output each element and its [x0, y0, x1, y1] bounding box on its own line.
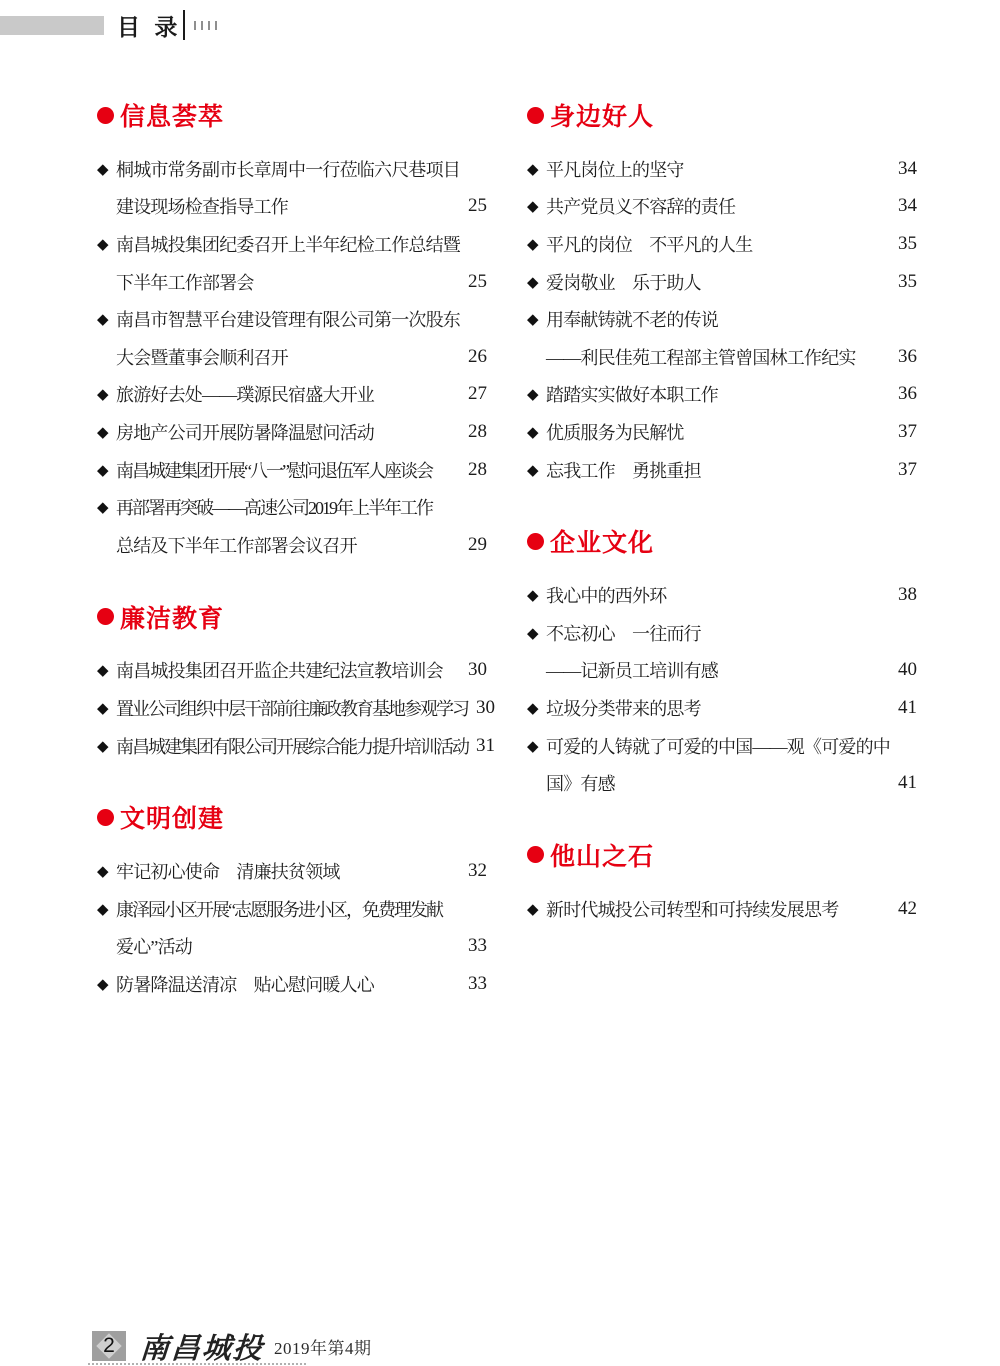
- entry-page-number: 34: [898, 195, 917, 217]
- toc-entry-line: [97, 150, 487, 188]
- toc-entry-line: [527, 890, 917, 928]
- tick-icon: [215, 21, 217, 30]
- toc-entry-line: [97, 852, 487, 890]
- footer-dotted-rule: [88, 1363, 306, 1365]
- entry-title: 总结及下半年工作部署会议召开: [116, 535, 357, 556]
- entry-title: 房地产公司开展防暑降温慰问活动: [116, 422, 374, 443]
- footer-page-number: 2: [103, 1334, 115, 1357]
- entry-text: [527, 306, 718, 332]
- entry-text: [527, 457, 701, 483]
- toc-entry-line: [527, 376, 917, 414]
- toc-column-right: [527, 100, 917, 1003]
- toc-entry-line: [97, 890, 487, 928]
- toc-entry-line: [527, 614, 917, 652]
- toc-entry-line: [97, 727, 495, 765]
- toc-entry-line: [97, 338, 487, 376]
- entry-title: 康泽园小区开展“志愿服务进小区，免费理发献: [116, 899, 442, 920]
- toc-entry-line: [97, 376, 487, 414]
- section-bullet-icon: [527, 846, 544, 863]
- entry-text: [97, 532, 357, 558]
- section-bullet-icon: [97, 107, 114, 124]
- tick-icon: [201, 21, 203, 30]
- header-gray-bar: [0, 16, 104, 35]
- toc-columns: [97, 100, 917, 1003]
- diamond-bullet-icon: ◆: [527, 422, 539, 441]
- entry-title: 踏踏实实做好本职工作: [546, 385, 718, 406]
- entry-title: 防暑降温送清凉 贴心慰问暖人心: [116, 974, 374, 995]
- entry-text: [527, 344, 856, 370]
- entry-title: 下半年工作部署会: [116, 272, 254, 293]
- diamond-bullet-icon: ◆: [97, 498, 109, 517]
- toc-entries: [527, 890, 917, 928]
- toc-entry-line: [527, 225, 917, 263]
- entry-text: [97, 971, 374, 997]
- tick-icon: [194, 21, 196, 30]
- entry-page-number: 40: [898, 659, 917, 681]
- entry-page-number: 30: [468, 659, 487, 681]
- entry-title: ——记新员工培训有感: [546, 661, 718, 682]
- section-heading: [97, 602, 487, 632]
- diamond-bullet-icon: ◆: [97, 736, 109, 755]
- toc-entries: [527, 576, 917, 802]
- toc-entry-line: [527, 150, 917, 188]
- entry-text: [97, 381, 374, 407]
- entry-page-number: 38: [898, 584, 917, 606]
- diamond-bullet-icon: ◆: [97, 661, 109, 680]
- entry-page-number: 27: [468, 383, 487, 405]
- diamond-bullet-icon: ◆: [527, 385, 539, 404]
- toc-entry-line: [97, 413, 487, 451]
- entry-title: 优质服务为民解忧: [546, 422, 684, 443]
- entry-text: [527, 381, 718, 407]
- toc-entries: [97, 652, 495, 765]
- diamond-bullet-icon: ◆: [527, 159, 539, 178]
- entry-title: 大会暨董事会顺利召开: [116, 347, 288, 368]
- entry-page-number: 36: [898, 345, 917, 367]
- entry-text: [527, 269, 701, 295]
- diamond-bullet-icon: ◆: [97, 698, 109, 717]
- diamond-bullet-icon: ◆: [97, 862, 109, 881]
- entry-text: [97, 733, 468, 759]
- header-divider-line: [183, 10, 185, 40]
- entry-title: 共产党员义不容辞的责任: [546, 197, 736, 218]
- entry-text: [527, 620, 701, 646]
- entry-text: [527, 193, 735, 219]
- entry-title: 牢记初心使命 清廉扶贫领域: [116, 862, 340, 883]
- diamond-bullet-icon: ◆: [97, 310, 109, 329]
- entry-page-number: 29: [468, 533, 487, 555]
- entry-title: 用奉献铸就不老的传说: [546, 310, 718, 331]
- entry-page-number: 28: [468, 458, 487, 480]
- page-footer: [92, 1331, 372, 1365]
- entry-title: 国》有感: [546, 774, 615, 795]
- toc-section: [527, 100, 917, 488]
- entry-text: [97, 933, 192, 959]
- diamond-bullet-icon: ◆: [527, 586, 539, 605]
- toc-section: [97, 602, 495, 765]
- section-heading: [527, 840, 917, 870]
- entry-page-number: 35: [898, 270, 917, 292]
- entry-text: [527, 657, 718, 683]
- entry-page-number: 37: [898, 420, 917, 442]
- entry-title: 建设现场检查指导工作: [116, 197, 288, 218]
- entry-text: [97, 695, 468, 721]
- section-title: 文明创建: [120, 805, 225, 834]
- entry-title: 爱心”活动: [116, 937, 192, 958]
- toc-entries: [97, 852, 487, 1002]
- section-heading: [97, 802, 487, 832]
- entry-text: [527, 582, 666, 608]
- entry-title: 新时代城投公司转型和可持续发展思考: [546, 899, 839, 920]
- toc-entry-line: [527, 652, 917, 690]
- toc-column-left: [97, 100, 495, 1003]
- page-number-badge: [92, 1331, 126, 1361]
- entry-page-number: 35: [898, 232, 917, 254]
- entry-text: [97, 344, 288, 370]
- toc-section: [97, 100, 487, 564]
- entry-page-number: 42: [898, 897, 917, 919]
- entry-text: [97, 193, 288, 219]
- toc-entries: [527, 150, 917, 488]
- entry-text: [97, 896, 442, 922]
- entry-page-number: 31: [476, 734, 495, 756]
- entry-text: [527, 419, 684, 445]
- magazine-logo: 南昌城投: [138, 1332, 265, 1365]
- entry-page-number: 41: [898, 696, 917, 718]
- entry-title: 忘我工作 勇挑重担: [546, 460, 701, 481]
- diamond-bullet-icon: ◆: [527, 698, 539, 717]
- section-title: 企业文化: [550, 529, 655, 558]
- toc-entry-line: [97, 300, 487, 338]
- entry-page-number: 34: [898, 157, 917, 179]
- tick-icon: [208, 21, 210, 30]
- entry-text: [97, 306, 460, 332]
- toc-entry-line: [97, 928, 487, 966]
- entry-text: [97, 269, 254, 295]
- entry-text: [527, 231, 752, 257]
- diamond-bullet-icon: ◆: [527, 310, 539, 329]
- section-bullet-icon: [97, 809, 114, 826]
- entry-text: [97, 858, 340, 884]
- toc-entry-line: [97, 689, 495, 727]
- diamond-bullet-icon: ◆: [527, 623, 539, 642]
- entry-text: [97, 457, 432, 483]
- toc-entry-line: [527, 764, 917, 802]
- diamond-bullet-icon: ◆: [527, 460, 539, 479]
- section-title: 廉洁教育: [120, 604, 225, 633]
- section-title: 身边好人: [550, 103, 655, 131]
- section-heading: [527, 100, 917, 130]
- entry-title: 平凡岗位上的坚守: [546, 159, 684, 180]
- entry-title: 垃圾分类带来的思考: [546, 698, 701, 719]
- entry-text: [527, 896, 838, 922]
- entry-text: [527, 695, 701, 721]
- toc-entry-line: [527, 413, 917, 451]
- entry-title: 南昌市智慧平台建设管理有限公司第一次股东: [116, 310, 460, 331]
- header-tick-marks-icon: [194, 21, 217, 30]
- entry-title: 桐城市常务副市长章周中一行莅临六尺巷项目: [116, 159, 460, 180]
- entry-title: ——利民佳苑工程部主管曾国林工作纪实: [546, 347, 856, 368]
- diamond-bullet-icon: ◆: [97, 460, 109, 479]
- toc-entry-line: [527, 451, 917, 489]
- entry-page-number: 33: [468, 972, 487, 994]
- diamond-bullet-icon: ◆: [97, 899, 109, 918]
- entry-text: [97, 657, 443, 683]
- entry-text: [527, 770, 615, 796]
- diamond-bullet-icon: ◆: [527, 736, 539, 755]
- entry-page-number: 36: [898, 383, 917, 405]
- diamond-bullet-icon: ◆: [97, 385, 109, 404]
- page-title: 目 录: [117, 13, 182, 40]
- entry-text: [527, 733, 890, 759]
- page-header: [0, 8, 217, 42]
- entry-title: 不忘初心 一往而行: [546, 623, 701, 644]
- entry-title: 爱岗敬业 乐于助人: [546, 272, 701, 293]
- entry-page-number: 25: [468, 195, 487, 217]
- toc-entry-line: [97, 225, 487, 263]
- section-heading: [527, 526, 917, 556]
- toc-entries: [97, 150, 487, 564]
- entry-page-number: 26: [468, 345, 487, 367]
- entry-title: 可爱的人铸就了可爱的中国——观《可爱的中: [546, 736, 890, 757]
- entry-title: 南昌城投集团纪委召开上半年纪检工作总结暨: [116, 234, 460, 255]
- section-bullet-icon: [527, 107, 544, 124]
- entry-page-number: 41: [898, 772, 917, 794]
- toc-entry-line: [97, 451, 487, 489]
- entry-title: 我心中的西外环: [546, 586, 667, 607]
- toc-entry-line: [527, 188, 917, 226]
- toc-entry-line: [527, 263, 917, 301]
- toc-entry-line: [97, 488, 487, 526]
- diamond-bullet-icon: ◆: [97, 422, 109, 441]
- section-bullet-icon: [527, 533, 544, 550]
- entry-page-number: 37: [898, 458, 917, 480]
- toc-entry-line: [97, 965, 487, 1003]
- toc-entry-line: [97, 263, 487, 301]
- entry-title: 南昌城投集团召开监企共建纪法宣教培训会: [116, 661, 443, 682]
- entry-page-number: 28: [468, 420, 487, 442]
- toc-section: [527, 840, 917, 928]
- diamond-bullet-icon: ◆: [527, 272, 539, 291]
- entry-text: [97, 156, 460, 182]
- diamond-bullet-icon: ◆: [97, 234, 109, 253]
- entry-page-number: 25: [468, 270, 487, 292]
- entry-title: 再部署再突破——高速公司2019年上半年工作: [116, 498, 432, 519]
- entry-text: [97, 494, 432, 520]
- entry-text: [527, 156, 684, 182]
- toc-entry-line: [527, 727, 917, 765]
- entry-text: [97, 231, 460, 257]
- entry-title: 南昌城建集团开展“八一”慰问退伍军人座谈会: [116, 460, 432, 481]
- entry-title: 旅游好去处——璞源民宿盛大开业: [116, 385, 374, 406]
- toc-entry-line: [97, 188, 487, 226]
- section-title: 他山之石: [550, 842, 655, 871]
- toc-section: [527, 526, 917, 802]
- diamond-bullet-icon: ◆: [97, 159, 109, 178]
- toc-section: [97, 802, 487, 1002]
- toc-entry-line: [527, 576, 917, 614]
- diamond-bullet-icon: ◆: [97, 974, 109, 993]
- entry-page-number: 32: [468, 860, 487, 882]
- section-heading: [97, 100, 487, 130]
- entry-page-number: 33: [468, 935, 487, 957]
- entry-title: 平凡的岗位 不平凡的人生: [546, 234, 753, 255]
- entry-page-number: 30: [476, 696, 495, 718]
- section-title: 信息荟萃: [120, 103, 225, 131]
- toc-entry-line: [527, 338, 917, 376]
- diamond-bullet-icon: ◆: [527, 197, 539, 216]
- issue-label: 2019年第4期: [274, 1339, 372, 1358]
- toc-entry-line: [527, 300, 917, 338]
- entry-text: [97, 419, 374, 445]
- toc-entry-line: [97, 526, 487, 564]
- entry-title: 置业公司组织中层干部前往廉政教育基地参观学习: [116, 698, 468, 719]
- entry-title: 南昌城建集团有限公司开展综合能力提升培训活动: [116, 736, 468, 757]
- diamond-bullet-icon: ◆: [527, 234, 539, 253]
- toc-entry-line: [97, 652, 487, 690]
- diamond-bullet-icon: ◆: [527, 899, 539, 918]
- section-bullet-icon: [97, 608, 114, 625]
- toc-entry-line: [527, 689, 917, 727]
